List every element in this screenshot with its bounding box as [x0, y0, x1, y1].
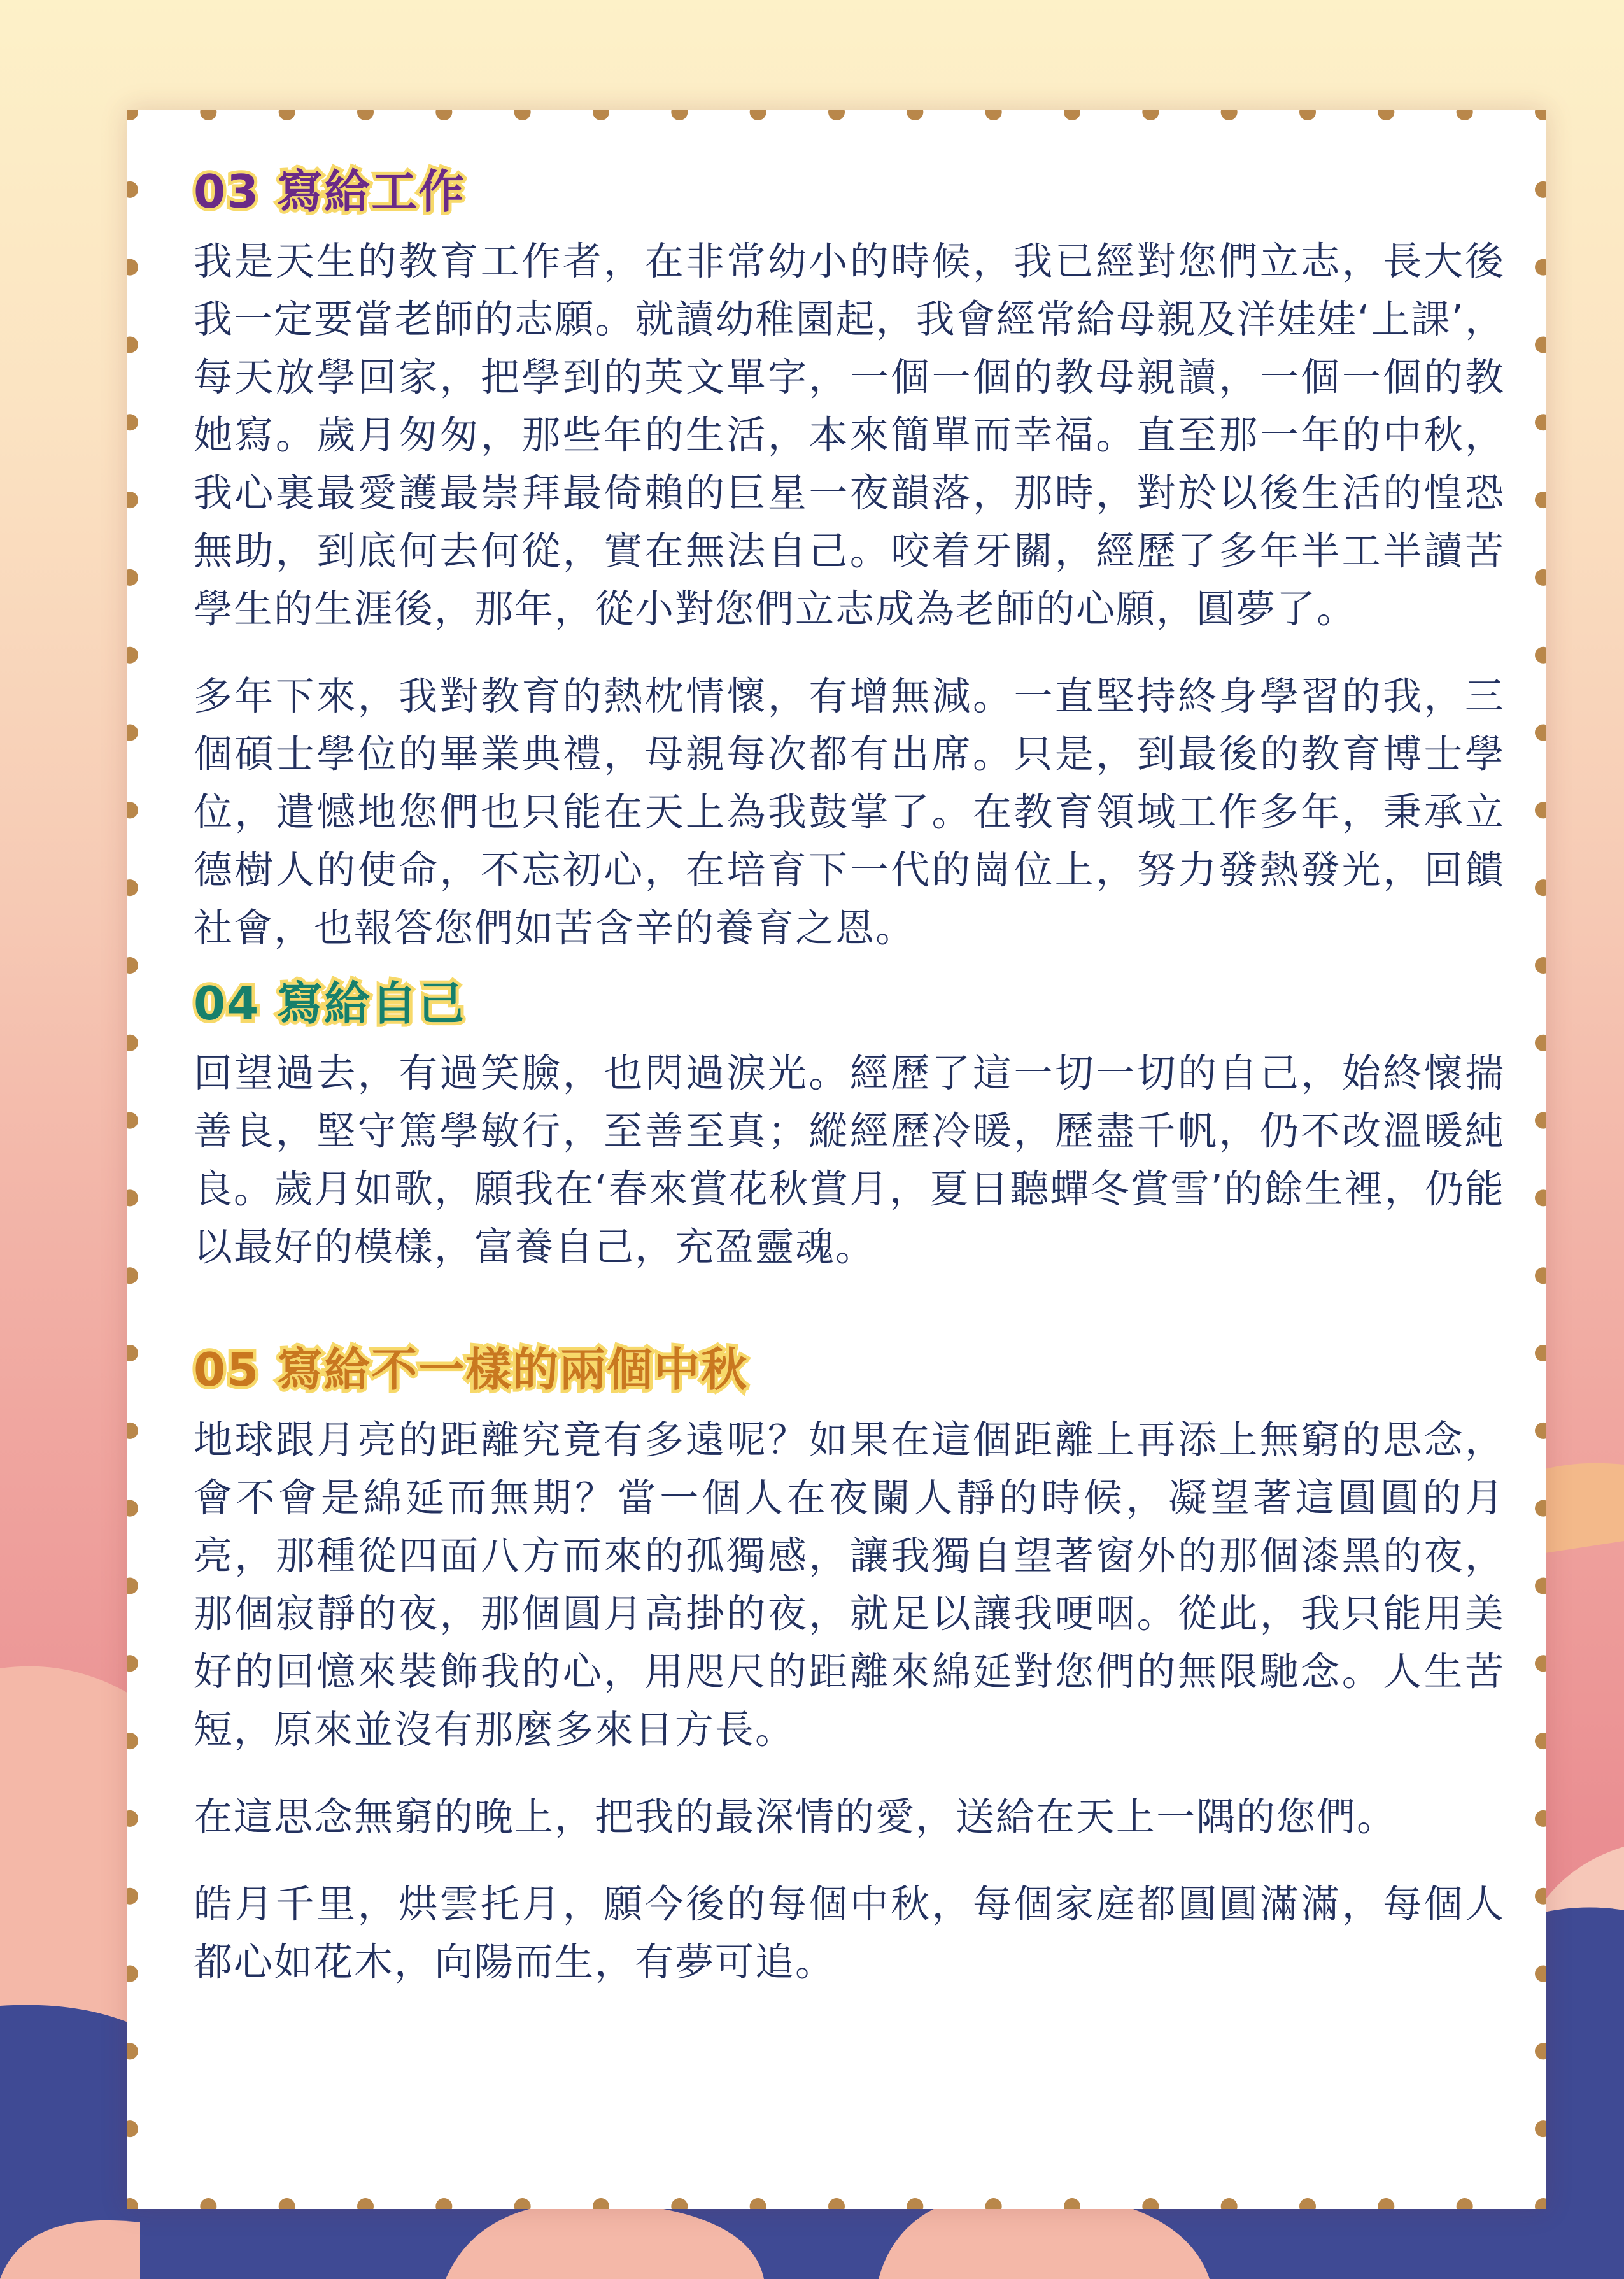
section-heading-04: 04 寫給自己: [194, 977, 466, 1031]
letter-content: [194, 167, 1505, 1991]
section-03-paragraph-2: 多年下來，我對教育的熱枕情懷，有增無減。一直堅持終身學習的我，三個碩士學位的畢業典禮，母親每次都有出席。只是，到最後的教育博士學位，遣憾地您們也只能在天上為我鼓掌了。在教育領域工作多年，秉承立德樹人的使命，不忘初心，在培育下一代的崗位上，努力發熱發光，回饋社會，也報答您們如苦含辛的養育之恩。: [194, 674, 1505, 951]
section-heading-05: 05 寫給不一樣的兩個中秋: [194, 1343, 749, 1397]
section-05-paragraph-3: 皓月千里，烘雲托月，願今後的每個中秋，每個家庭都圓圓滿滿，每個人都心如花木，向陽而生，有夢可追。: [194, 1881, 1505, 1985]
section-03-paragraph-1: 我是天生的教育工作者，在非常幼小的時候，我已經對您們立志，長大後我一定要當老師的志願。就讀幼稚園起，我會經常給母親及洋娃娃‘上課’，每天放學回家，把學到的英文單字，一個一個的教母親讀，一個一個的教她寫。歲月匆匆，那些年的生活，本來簡單而幸福。直至那一年的中秋，我心裏最愛護最崇拜最倚賴的巨星一夜韻落，那時，對於以後生活的惶恐無助，到底何去何從，實在無法自己。咬着牙關，經歷了多年半工半讀苦學生的生涯後，那年，從小對您們立志成為老師的心願，圓夢了。: [194, 239, 1505, 632]
section-05-paragraph-2: 在這思念無窮的晚上，把我的最深情的愛，送給在天上一隅的您們。: [194, 1794, 1397, 1840]
section-04-paragraph-1: 回望過去，有過笑臉，也閃過淚光。經歷了這一切一切的自己，始終懷揣善良，堅守篤學敏行，至善至真；縱經歷冷暖，歷盡千帆，仍不改溫暖純良。歲月如歌，願我在‘春來賞花秋賞月，夏日聽蟬冬賞雪’的餘生裡，仍能以最好的模樣，富養自己，充盈靈魂。: [194, 1051, 1505, 1270]
bottom-dark-band: [0, 2197, 1624, 2279]
letter-card: [127, 110, 1546, 2209]
section-05-paragraph-1: 地球跟月亮的距離究竟有多遠呢？如果在這個距離上再添上無窮的思念，會不會是綿延而無期？當一個人在夜闌人靜的時候，凝望著這圓圓的月亮，那種從四面八方而來的孤獨感，讓我獨自望著窗外的那個漆黑的夜，那個寂靜的夜，那個圓月高掛的夜，就足以讓我哽咽。從此，我只能用美好的回憶來裝飾我的心，用咫尺的距離來綿延對您們的無限馳念。人生苦短，原來並沒有那麼多來日方長。: [194, 1417, 1505, 1752]
section-heading-03: 03 寫給工作: [194, 165, 466, 218]
